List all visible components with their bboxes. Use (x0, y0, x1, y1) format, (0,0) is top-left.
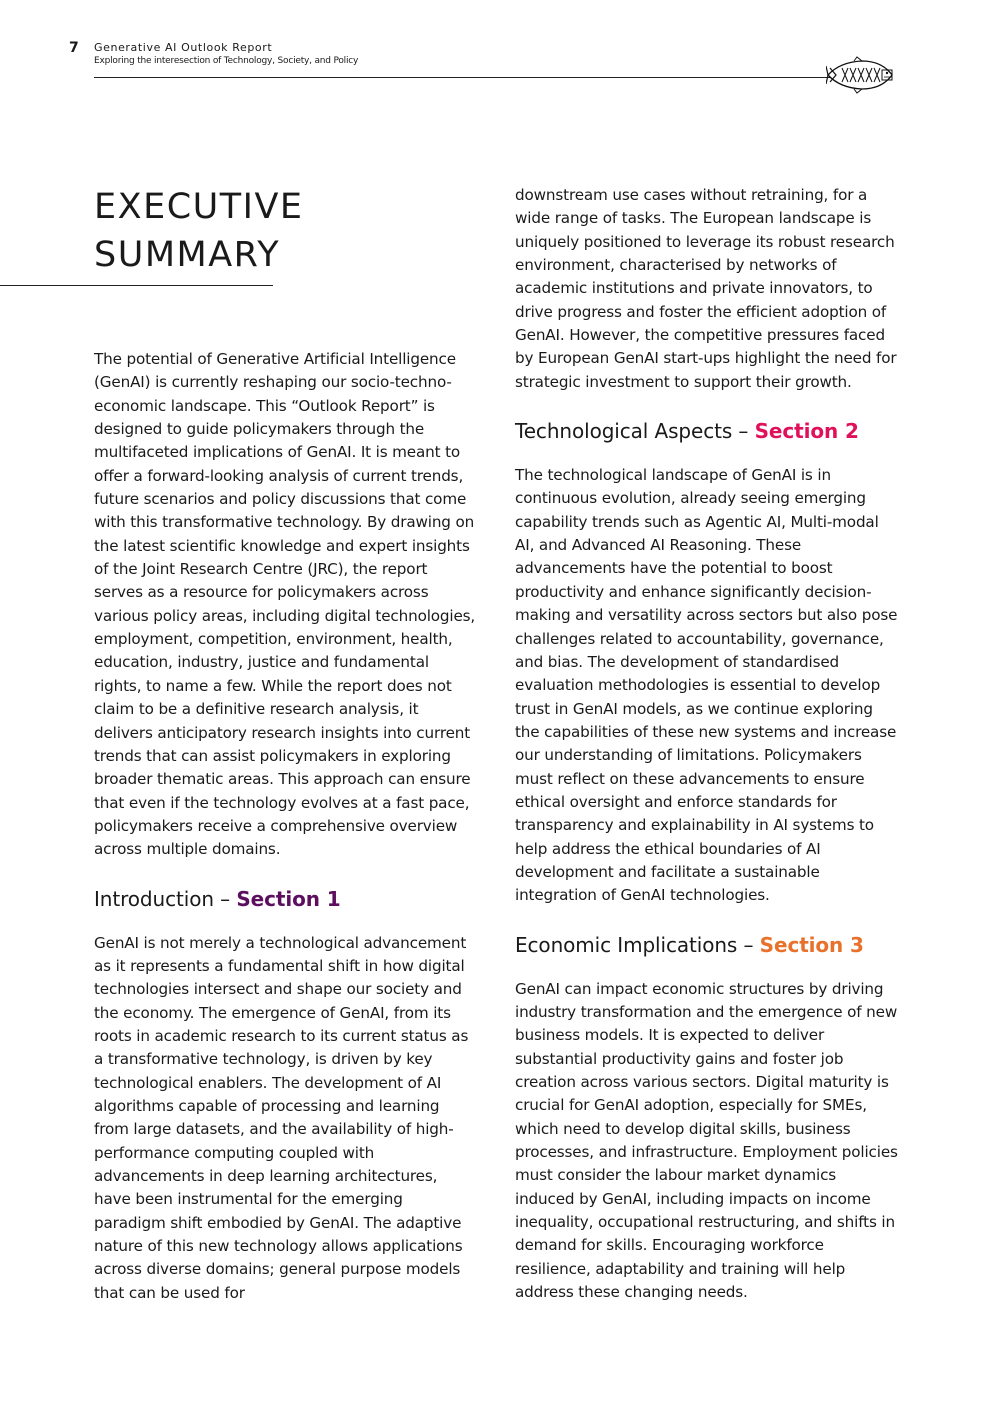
header-divider (94, 77, 832, 78)
page-number: 7 (69, 40, 79, 56)
section-2-heading-text: Technological Aspects – (515, 419, 755, 444)
section-2-heading (515, 418, 899, 444)
section-1-heading (94, 886, 478, 912)
section-1-link[interactable]: Section 1 (236, 886, 341, 911)
left-column (94, 348, 478, 1305)
report-title: Generative AI Outlook Report (94, 41, 273, 54)
title-divider (0, 285, 273, 286)
fish-logo-icon (826, 56, 898, 94)
page-title-line-1: EXECUTIVE (94, 187, 304, 227)
right-column (515, 184, 899, 1304)
section-3-link[interactable]: Section 3 (759, 932, 864, 957)
section-1-heading-text: Introduction – (94, 886, 237, 911)
section-3-body: GenAI can impact economic structures by driving industry transformation and the emergence of new business models. It is expected to deliver substantial productivity gains and foster job creation across various sectors. Digital maturity is crucial for GenAI adoption, especially for SMEs, which need to develop digital skills, business processes, and infrastructure. Employment policies must consider the labour market dynamics induced by GenAI, including impacts on income inequality, occupational restructuring, and shifts in demand for skills. Encouraging workforce resilience, adaptability and training will help address these changing needs. (515, 979, 898, 1302)
report-subtitle: Exploring the interesection of Technology, Society, and Policy (94, 56, 359, 66)
section-1-body: GenAI is not merely a technological advancement as it represents a fundamental shift in how digital technologies intersect and shape our society and the economy. The emergence of GenAI, from its roots in academic research to its current status as a transformative technology, is driven by key technological enablers. The development of AI algorithms capable of processing and learning from large datasets, and the availability of high-performance computing coupled with advancements in deep learning architectures, have been instrumental for the emerging paradigm shift embodied by GenAI. The adaptive nature of this new technology allows applications across diverse domains; general purpose models that can be used for (94, 933, 469, 1302)
section-2-body: The technological landscape of GenAI is in continuous evolution, already seeing emerging capability trends such as Agentic AI, Multi-modal AI, and Advanced AI Reasoning. These advancements have the potential to boost productivity and enhance significantly decision-making and versatility across sectors but also pose challenges related to accountability, governance, and bias. The development of standardised evaluation methodologies is essential to develop trust in GenAI models, as we continue exploring the capabilities of these new systems and increase our understanding of limitations. Policymakers must reflect on these advancements to ensure ethical oversight and enforce standards for transparency and explainability in AI systems to help address the ethical boundaries of AI development and facilitate a sustainable integration of GenAI technologies. (515, 466, 898, 905)
page-title-line-2: SUMMARY (94, 235, 281, 275)
page-title (94, 183, 304, 279)
section-3-heading (515, 932, 899, 958)
section-2-link[interactable]: Section 2 (754, 419, 859, 444)
intro-paragraph: The potential of Generative Artificial Intelligence (GenAI) is currently reshaping our socio-techno-economic landscape. This “Outlook Report” is designed to guide policymakers through the multifaceted implications of GenAI. It is meant to offer a forward-looking analysis of current trends, future scenarios and policy discussions that come with this transformative technology. By drawing on the latest scientific knowledge and expert insights of the Joint Research Centre (JRC), the report serves as a resource for policymakers across various policy areas, including digital technologies, employment, competition, environment, health, education, industry, justice and fundamental rights, to name a few. While the report does not claim to be a definitive research analysis, it delivers anticipatory research insights into current trends that can assist policymakers in exploring broader thematic areas. This approach can ensure that even if the technology evolves at a fast pace, policymakers receive a comprehensive overview across multiple domains. (94, 350, 476, 859)
section-1-body-continued: downstream use cases without retraining, for a wide range of tasks. The European landscape is uniquely positioned to leverage its robust research environment, characterised by networks of academic institutions and private innovators, to drive progress and foster the efficient adoption of GenAI. However, the competitive pressures faced by European GenAI start-ups highlight the need for strategic investment to support their growth. (515, 186, 897, 391)
section-3-heading-text: Economic Implications – (515, 932, 760, 957)
